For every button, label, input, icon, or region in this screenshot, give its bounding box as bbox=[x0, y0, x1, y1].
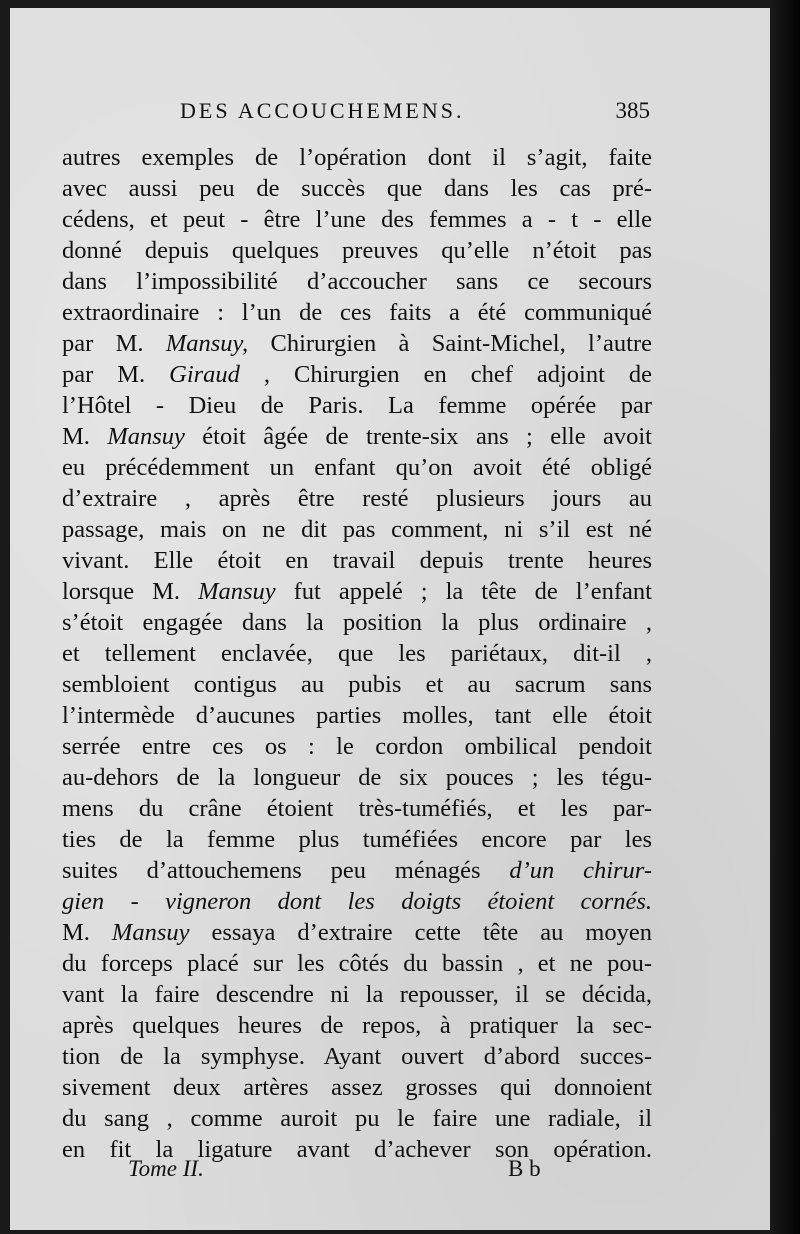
line-text: fut appelé ; la tête de l’enfant bbox=[275, 578, 652, 605]
line-text: d’extraire , après être resté plusieurs jours au bbox=[62, 485, 652, 512]
text-line bbox=[62, 824, 652, 855]
text-line bbox=[62, 266, 652, 297]
text-line bbox=[62, 514, 652, 545]
line-text: suites d’attouchemens peu ménagés bbox=[62, 857, 510, 884]
line-text: l’Hôtel - Dieu de Paris. La femme opérée par bbox=[62, 392, 652, 419]
line-text: étoit âgée de trente-six ans ; elle avoit bbox=[184, 423, 652, 450]
text-line bbox=[62, 204, 652, 235]
line-text: sembloient contigus au pubis et au sacrum sans bbox=[62, 671, 652, 698]
text-line bbox=[62, 855, 652, 886]
line-text: vant la faire descendre ni la repousser, il se décida, bbox=[62, 981, 652, 1008]
line-text: du sang , comme auroit pu le faire une radiale, il bbox=[62, 1105, 652, 1132]
text-line bbox=[62, 235, 652, 266]
text-line bbox=[62, 483, 652, 514]
text-line bbox=[62, 948, 652, 979]
text-line bbox=[62, 1010, 652, 1041]
line-text: M. bbox=[62, 919, 112, 946]
text-line bbox=[62, 700, 652, 731]
text-line bbox=[62, 638, 652, 669]
text-line bbox=[62, 173, 652, 204]
italic-text: Mansuy, bbox=[165, 330, 249, 357]
line-text: cédens, et peut - être l’une des femmes a - t - elle bbox=[62, 206, 652, 233]
text-line bbox=[62, 1103, 652, 1134]
italic-text: Giraud bbox=[169, 361, 240, 388]
italic-text: Mansuy bbox=[198, 578, 276, 605]
text-line bbox=[62, 576, 652, 607]
line-text: donné depuis quelques preuves qu’elle n’étoit pas bbox=[62, 237, 652, 264]
line-text: essaya d’extraire cette tête au moyen bbox=[189, 919, 652, 946]
text-line bbox=[62, 421, 652, 452]
line-text: du forceps placé sur les côtés du bassin , et ne pou- bbox=[62, 950, 652, 977]
italic-text: d’un chirur- bbox=[509, 857, 653, 884]
text-line bbox=[62, 669, 652, 700]
text-line bbox=[62, 328, 652, 359]
line-text: serrée entre ces os : le cordon ombilical pendoit bbox=[62, 733, 652, 760]
text-line bbox=[62, 607, 652, 638]
line-text: s’étoit engagée dans la position la plus ordinaire , bbox=[62, 609, 652, 636]
line-text: mens du crâne étoient très-tuméfiés, et les par- bbox=[62, 795, 652, 822]
page-footer bbox=[128, 1156, 578, 1186]
signature-mark: B b bbox=[508, 1156, 541, 1181]
line-text: eu précédemment un enfant qu’on avoit été obligé bbox=[62, 454, 652, 481]
line-text: en fit la ligature avant d’achever son opération. bbox=[62, 1136, 652, 1163]
line-text: et tellement enclavée, que les pariétaux, dit-il , bbox=[62, 640, 652, 667]
text-line bbox=[62, 297, 652, 328]
italic-text: gien - vigneron dont les doigts étoient cornés. bbox=[62, 888, 652, 915]
text-line bbox=[62, 793, 652, 824]
line-text: Chirurgien à Saint-Michel, l’autre bbox=[248, 330, 652, 357]
text-line bbox=[62, 545, 652, 576]
page-edge-shadow bbox=[770, 0, 800, 1234]
line-text: extraordinaire : l’un de ces faits a été communiqué bbox=[62, 299, 652, 326]
line-text: avec aussi peu de succès que dans les cas pré- bbox=[62, 175, 652, 202]
text-line bbox=[62, 359, 652, 390]
line-text: vivant. Elle étoit en travail depuis trente heures bbox=[62, 547, 652, 574]
body-text bbox=[62, 142, 652, 1165]
text-line bbox=[62, 142, 652, 173]
line-text: par M. bbox=[62, 361, 170, 388]
text-line bbox=[62, 731, 652, 762]
text-line bbox=[62, 979, 652, 1010]
line-text: passage, mais on ne dit pas comment, ni s’il est né bbox=[62, 516, 652, 543]
line-text: par M. bbox=[62, 330, 166, 357]
running-title: DES ACCOUCHEMENS. bbox=[180, 98, 465, 123]
line-text: lorsque M. bbox=[62, 578, 199, 605]
book-page bbox=[10, 8, 770, 1230]
line-text: tion de la symphyse. Ayant ouvert d’abord succes- bbox=[62, 1043, 652, 1070]
line-text: l’intermède d’aucunes parties molles, tant elle étoit bbox=[62, 702, 652, 729]
text-line bbox=[62, 886, 652, 917]
line-text: ties de la femme plus tuméfiées encore par les bbox=[62, 826, 652, 853]
italic-text: Mansuy bbox=[107, 423, 185, 450]
text-line bbox=[62, 452, 652, 483]
line-text: sivement deux artères assez grosses qui donnoient bbox=[62, 1074, 652, 1101]
running-head bbox=[70, 98, 650, 134]
volume-label: Tome II. bbox=[128, 1156, 204, 1181]
page-number: 385 bbox=[615, 98, 650, 123]
line-text: , Chirurgien en chef adjoint de bbox=[239, 361, 652, 388]
text-line bbox=[62, 917, 652, 948]
text-line bbox=[62, 390, 652, 421]
line-text: au-dehors de la longueur de six pouces ; les tégu- bbox=[62, 764, 652, 791]
italic-text: Mansuy bbox=[111, 919, 190, 946]
text-line bbox=[62, 1041, 652, 1072]
line-text: autres exemples de l’opération dont il s’agit, faite bbox=[62, 144, 652, 171]
line-text: M. bbox=[62, 423, 108, 450]
text-line bbox=[62, 762, 652, 793]
line-text: après quelques heures de repos, à pratiquer la sec- bbox=[62, 1012, 652, 1039]
text-line bbox=[62, 1072, 652, 1103]
line-text: dans l’impossibilité d’accoucher sans ce secours bbox=[62, 268, 652, 295]
